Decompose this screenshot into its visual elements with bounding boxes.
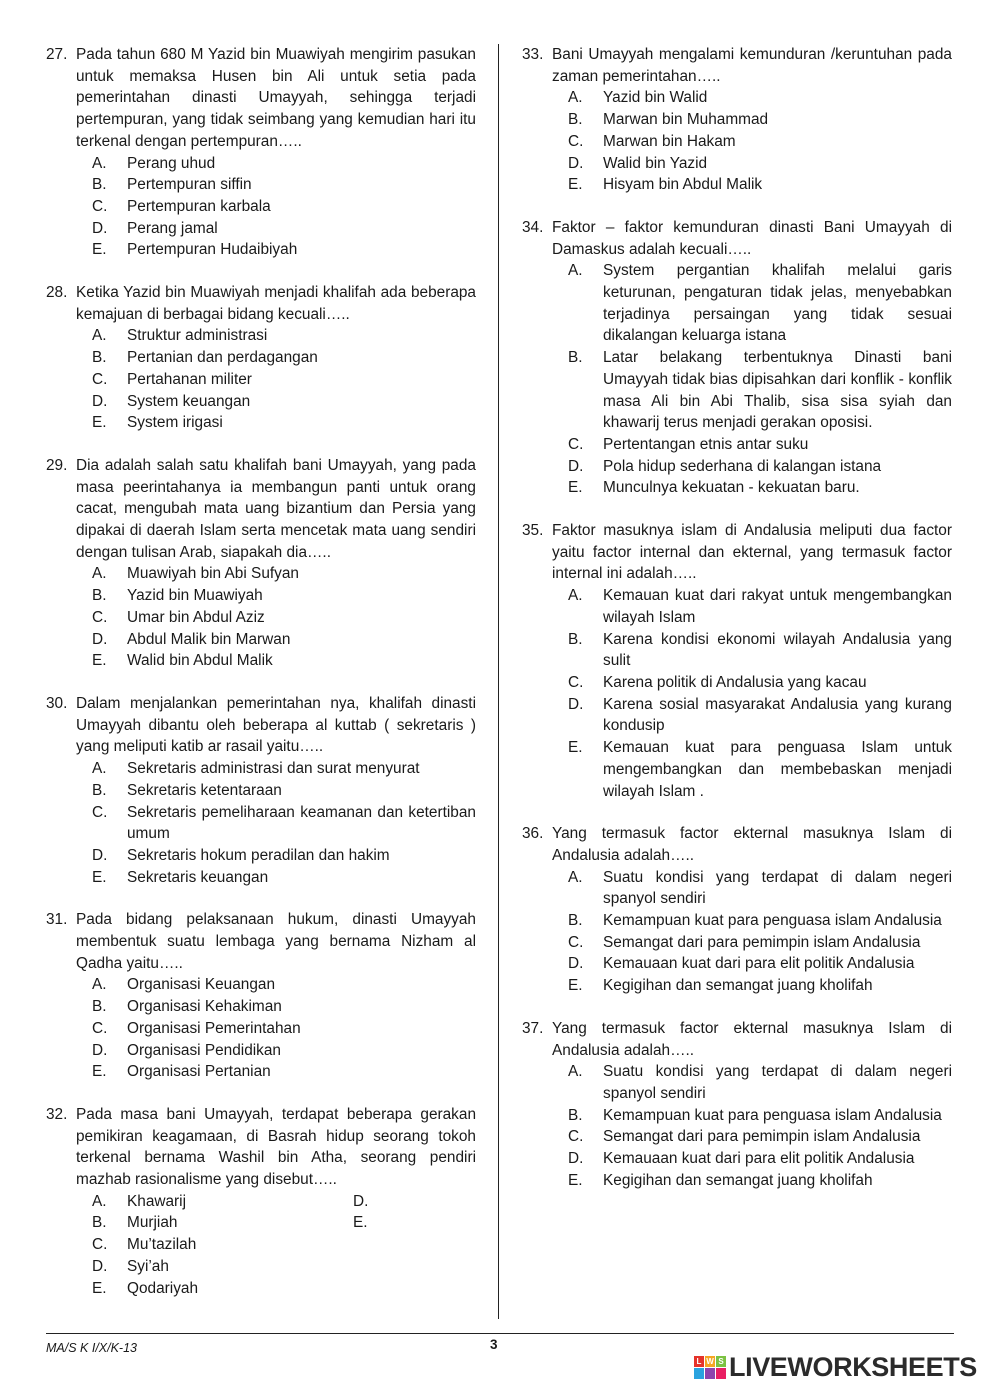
option-text: Qodariyah <box>127 1279 199 1297</box>
question-stem <box>522 44 952 87</box>
answer-option-e[interactable] <box>46 1278 476 1300</box>
option-text: Kegigihan dan semangat juang kholifah <box>603 977 873 995</box>
question-stem <box>46 909 476 974</box>
answer-option-d[interactable] <box>522 456 952 478</box>
question-number: 35. <box>522 522 544 540</box>
option-letter: D. <box>568 955 584 973</box>
question-number: 30. <box>46 694 68 712</box>
answer-option-b[interactable] <box>46 1212 476 1234</box>
option-letter: B. <box>92 998 107 1016</box>
option-text: Pertempuran siffin <box>127 176 252 194</box>
answer-option-a[interactable] <box>46 758 476 780</box>
option-letter: B. <box>92 781 107 799</box>
option-text: Kemampuan kuat para penguasa islam Andalusia <box>603 1106 942 1124</box>
option-text: Semangat dari para pemimpin islam Andalusia <box>603 933 921 951</box>
option-letter: B. <box>92 176 107 194</box>
option-letter: A. <box>92 760 107 778</box>
option-text: Organisasi Pendidikan <box>127 1041 281 1059</box>
logo-tile: L <box>694 1356 704 1367</box>
option-text: Walid bin Yazid <box>603 154 708 172</box>
answer-option-a[interactable] <box>522 867 952 910</box>
option-letter: E. <box>568 479 583 497</box>
option-letter: D. <box>568 457 584 475</box>
question-text: Faktor – faktor kemunduran dinasti Bani Umayyah di Damaskus adalah kecuali….. <box>552 218 952 258</box>
option-text: Khawarij <box>127 1192 187 1210</box>
question-stem <box>46 282 476 325</box>
option-letter: A. <box>92 565 107 583</box>
answer-option-c[interactable] <box>46 196 476 218</box>
question-stem <box>46 1104 476 1191</box>
answer-option-a[interactable] <box>522 1061 952 1104</box>
option-text: Mu’tazilah <box>127 1236 197 1254</box>
option-letter: A. <box>92 327 107 345</box>
answer-option-a[interactable] <box>46 1191 476 1213</box>
option-text: Abdul Malik bin Marwan <box>127 630 291 648</box>
answer-options <box>46 758 476 888</box>
option-text: System keuangan <box>127 392 251 410</box>
answer-option-e[interactable] <box>46 412 476 434</box>
answer-option-c[interactable] <box>46 802 476 845</box>
option-letter: D. <box>568 1150 584 1168</box>
option-text: Latar belakang terbentuknya Dinasti bani Umayyah tidak bias dipisahkan dari konflik - konflik masa Ali bin Abi Thalib, sisa sisa syiah dan khawarij terus menjadi gerakan oposisi. <box>603 349 952 432</box>
answer-option-a[interactable] <box>522 260 952 347</box>
option-text: Perang uhud <box>127 154 216 172</box>
brand-text: LIVEWORKSHEETS <box>729 1352 977 1382</box>
question-number: 27. <box>46 46 68 63</box>
question-stem <box>46 44 476 153</box>
option-letter: E. <box>92 652 107 670</box>
option-text: Yazid bin Muawiyah <box>127 587 263 605</box>
option-text: Organisasi Kehakiman <box>127 998 282 1016</box>
option-text: Yazid bin Walid <box>603 89 708 107</box>
answer-option-c[interactable] <box>522 672 952 694</box>
question-31 <box>46 909 476 1083</box>
answer-option-d[interactable] <box>46 1256 476 1278</box>
option-letter: E. <box>92 414 107 432</box>
option-letter: E. <box>92 1063 107 1081</box>
answer-option-b[interactable] <box>46 347 476 369</box>
option-text: Pertahanan militer <box>127 370 252 388</box>
logo-tile <box>705 1368 715 1379</box>
answer-option-e[interactable] <box>46 650 476 672</box>
question-stem <box>46 693 476 758</box>
option-text: Murjiah <box>127 1214 178 1232</box>
option-text: Pertanian dan perdagangan <box>127 349 318 367</box>
option-text: Pola hidup sederhana di kalangan istana <box>603 457 882 475</box>
question-number: 33. <box>522 46 544 63</box>
option-letter: A. <box>92 154 107 172</box>
answer-option-d[interactable] <box>522 953 952 975</box>
question-text: Dia adalah salah satu khalifah bani Umayyah, yang pada masa peerintahanya ia membangun panti untuk orang cacat, mengubah mata uang bizantium dan Persia yang dipakai di daerah Islam serta mencetak mata uang sendiri dengan tulisan Arab, siapakah dia….. <box>76 456 476 561</box>
option-letter: C. <box>92 1019 108 1037</box>
option-text: Organisasi Pemerintahan <box>127 1019 301 1037</box>
answer-option-e[interactable] <box>522 1170 952 1192</box>
question-stem <box>522 520 952 585</box>
option-letter: C. <box>92 803 108 821</box>
option-text: Sekretaris pemeliharaan keamanan dan ketertiban umum <box>127 803 476 843</box>
option-letter: C. <box>92 197 108 215</box>
logo-tile <box>694 1368 704 1379</box>
footer-code: MA/S K I/X/K-13 <box>46 1341 138 1355</box>
answer-option-a[interactable] <box>46 974 476 996</box>
option-text: Organisasi Pertanian <box>127 1063 271 1081</box>
option-letter: C. <box>568 435 584 453</box>
option-text: Sekretaris hokum peradilan dan hakim <box>127 846 390 864</box>
option-text: Suatu kondisi yang terdapat di dalam negeri spanyol sendiri <box>603 868 952 908</box>
option-text: Karena kondisi ekonomi wilayah Andalusia yang sulit <box>603 630 952 670</box>
question-37 <box>522 1018 952 1192</box>
option-text: Struktur administrasi <box>127 327 268 345</box>
question-number: 31. <box>46 911 68 929</box>
answer-option-e[interactable] <box>522 174 952 196</box>
option-text: Sekretaris keuangan <box>127 868 269 886</box>
option-letter: C. <box>568 132 584 150</box>
question-29 <box>46 455 476 672</box>
question-28 <box>46 282 476 434</box>
option-letter: E. <box>92 241 107 259</box>
question-30 <box>46 693 476 888</box>
question-text: Pada tahun 680 M Yazid bin Muawiyah mengirim pasukan untuk memaksa Husen bin Ali untuk setia pada pemerintahan dinasti Umayyah, sehingga terjadi pertempuran, yang tidak seimbang yang kemudian hari itu terkenal dengan pertempuran….. <box>76 46 476 150</box>
option-text: Walid bin Abdul Malik <box>127 652 273 670</box>
option-text: Karena politik di Andalusia yang kacau <box>603 673 867 691</box>
option-letter: A. <box>568 587 583 605</box>
answer-option-c[interactable] <box>46 1234 476 1256</box>
option-letter: C. <box>568 933 584 951</box>
answer-option-e[interactable] <box>522 737 952 802</box>
question-stem <box>46 455 476 564</box>
answer-option-c[interactable] <box>522 1126 952 1148</box>
option-letter: B. <box>92 587 107 605</box>
question-text: Pada masa bani Umayyah, terdapat beberapa gerakan pemikiran keagamaan, di Basrah hidup seorang tokoh terkenal bernama Washil bin Atha, seorang pendiri mazhab rasionalisme yang disebut….. <box>76 1105 476 1189</box>
answer-option-b[interactable] <box>522 910 952 932</box>
option-text: Sekretaris ketentaraan <box>127 781 282 799</box>
question-text: Dalam menjalankan pemerintahan nya, khalifah dinasti Umayyah dibantu oleh beberapa al kuttab ( sekretaris ) yang meliputi katib ar rasail yaitu….. <box>76 694 476 756</box>
answer-option-d[interactable] <box>46 218 476 240</box>
option-letter: A. <box>92 1192 107 1210</box>
question-36 <box>522 823 952 997</box>
answer-options <box>522 585 952 802</box>
option-text: Muawiyah bin Abi Sufyan <box>127 565 299 583</box>
answer-option-b[interactable] <box>46 585 476 607</box>
option-letter: A. <box>568 89 583 107</box>
option-letter: D. <box>92 630 108 648</box>
question-number: 37. <box>522 1019 544 1037</box>
answer-option-c[interactable] <box>46 1018 476 1040</box>
option-letter: A. <box>568 868 583 886</box>
question-35 <box>522 520 952 802</box>
option-text: Pertempuran Hudaibiyah <box>127 241 298 259</box>
option-letter: E. <box>92 868 107 886</box>
option-text: Suatu kondisi yang terdapat di dalam negeri spanyol sendiri <box>603 1063 952 1102</box>
option-text: Marwan bin Muhammad <box>603 111 769 129</box>
option-row <box>127 1191 368 1213</box>
logo-tile: S <box>716 1356 726 1367</box>
answer-options <box>46 1191 476 1300</box>
answer-options <box>46 325 476 434</box>
option-text: Kemauaan kuat dari para elit politik Andalusia <box>603 955 915 973</box>
answer-option-d[interactable] <box>46 845 476 867</box>
answer-option-e[interactable] <box>46 239 476 261</box>
option-text: Syi’ah <box>127 1257 169 1275</box>
option-letter: B. <box>568 1106 583 1124</box>
footer-rule <box>46 1333 954 1334</box>
answer-option-b[interactable] <box>522 629 952 672</box>
answer-option-a[interactable] <box>46 325 476 347</box>
option-text: Pertentangan etnis antar suku <box>603 435 809 453</box>
question-number: 29. <box>46 456 68 474</box>
option-text: Kemauan kuat para penguasa Islam untuk mengembangkan dan membebaskan menjadi wilayah Islam . <box>603 739 952 800</box>
answer-option-c[interactable] <box>46 607 476 629</box>
option-letter: C. <box>568 1128 584 1146</box>
option-text: Perang jamal <box>127 219 218 237</box>
answer-option-b[interactable] <box>522 109 952 131</box>
answer-option-c[interactable] <box>522 434 952 456</box>
option-letter: D. <box>568 695 584 713</box>
option-letter: B. <box>92 1214 107 1232</box>
answer-option-d[interactable] <box>522 153 952 175</box>
question-text: Bani Umayyah mengalami kemunduran /keruntuhan pada zaman pemerintahan….. <box>552 46 952 85</box>
answer-option-d[interactable] <box>46 1040 476 1062</box>
option-text: Kemampuan kuat para penguasa islam Andalusia <box>603 912 942 930</box>
logo-tile: W <box>706 1357 714 1366</box>
question-number: 28. <box>46 284 68 302</box>
option-letter: E. <box>568 1171 583 1189</box>
answer-option-c[interactable] <box>522 131 952 153</box>
option-text: Kemauan kuat dari rakyat untuk mengembangkan wilayah Islam <box>603 587 952 626</box>
option-letter: B. <box>568 912 583 930</box>
option-text: Hisyam bin Abdul Malik <box>603 176 763 194</box>
option-letter: E. <box>568 977 583 995</box>
option-text: Pertempuran karbala <box>127 197 271 215</box>
option-letter: D. <box>92 846 108 864</box>
question-number: 36. <box>522 825 544 843</box>
stray-option-letter: D. <box>353 1192 369 1210</box>
answer-option-a[interactable] <box>46 153 476 175</box>
answer-option-c[interactable] <box>522 932 952 954</box>
option-letter: D. <box>568 154 584 172</box>
option-text: Kemauaan kuat dari para elit politik Andalusia <box>603 1150 915 1168</box>
answer-option-a[interactable] <box>522 87 952 109</box>
option-letter: A. <box>568 1063 583 1081</box>
answer-options <box>522 1061 952 1191</box>
option-row <box>127 1212 368 1234</box>
question-text: Ketika Yazid bin Muawiyah menjadi khalifah ada beberapa kemajuan di berbagai bidang kecuali….. <box>76 284 476 323</box>
question-32 <box>46 1104 476 1299</box>
question-stem <box>522 1018 952 1061</box>
question-text: Yang termasuk factor ekternal masuknya Islam di Andalusia adalah….. <box>552 1019 952 1059</box>
answer-options <box>522 867 952 997</box>
option-letter: C. <box>568 673 584 691</box>
question-text: Faktor masuknya islam di Andalusia meliputi dua factor yaitu factor internal dan ekternal, yang termasuk factor internal ini adalah….. <box>552 522 952 583</box>
option-text: Kegigihan dan semangat juang kholifah <box>603 1171 873 1189</box>
question-34 <box>522 217 952 499</box>
liveworksheets-brand[interactable] <box>694 1352 977 1383</box>
answer-option-d[interactable] <box>46 391 476 413</box>
answer-option-d[interactable] <box>522 1148 952 1170</box>
option-letter: D. <box>92 1041 108 1059</box>
question-text: Pada bidang pelaksanaan hukum, dinasti Umayyah membentuk suatu lembaga yang bernama Nizham al Qadha yaitu….. <box>76 911 476 972</box>
option-text: Sekretaris administrasi dan surat menyurat <box>127 760 420 778</box>
answer-option-d[interactable] <box>46 629 476 651</box>
question-number: 34. <box>522 218 544 236</box>
answer-option-e[interactable] <box>522 975 952 997</box>
right-column <box>522 44 952 1212</box>
option-text: Karena sosial masyarakat Andalusia yang kurang kondusip <box>603 695 952 735</box>
answer-option-b[interactable] <box>522 347 952 434</box>
stray-option-letter: E. <box>353 1214 368 1232</box>
answer-option-e[interactable] <box>46 867 476 889</box>
answer-option-e[interactable] <box>46 1061 476 1083</box>
option-letter: C. <box>92 1236 108 1254</box>
option-letter: B. <box>568 630 583 648</box>
answer-option-b[interactable] <box>522 1105 952 1127</box>
option-text: System irigasi <box>127 414 223 432</box>
liveworksheets-logo-icon <box>694 1356 726 1379</box>
option-letter: D. <box>92 392 108 410</box>
option-letter: C. <box>92 370 108 388</box>
answer-option-e[interactable] <box>522 477 952 499</box>
option-text: Munculnya kekuatan - kekuatan baru. <box>603 479 860 497</box>
answer-option-b[interactable] <box>46 780 476 802</box>
question-stem <box>522 217 952 260</box>
option-letter: E. <box>568 739 583 757</box>
page-number: 3 <box>490 1337 498 1352</box>
question-27 <box>46 44 476 261</box>
answer-options <box>46 974 476 1083</box>
logo-tile <box>716 1368 726 1379</box>
question-number: 32. <box>46 1105 68 1123</box>
answer-option-a[interactable] <box>46 563 476 585</box>
option-letter: D. <box>92 219 108 237</box>
option-letter: A. <box>568 262 583 280</box>
option-letter: E. <box>92 1279 107 1297</box>
answer-options <box>46 563 476 672</box>
option-letter: B. <box>92 349 107 367</box>
option-letter: C. <box>92 608 108 626</box>
option-text: Marwan bin Hakam <box>603 132 736 150</box>
left-column <box>46 44 476 1320</box>
question-33 <box>522 44 952 196</box>
option-letter: D. <box>92 1257 108 1275</box>
answer-option-c[interactable] <box>46 369 476 391</box>
answer-option-b[interactable] <box>46 174 476 196</box>
option-letter: B. <box>568 111 583 129</box>
answer-options <box>522 260 952 499</box>
column-divider <box>498 44 499 1319</box>
option-text: System pergantian khalifah melalui garis keturunan, pengaturan tidak jelas, menyebabkan terjadinya persaingan yang tidak sesuai dikalangan keluarga istana <box>603 262 952 345</box>
answer-options <box>522 87 952 196</box>
option-text: Organisasi Keuangan <box>127 976 276 994</box>
answer-option-d[interactable] <box>522 694 952 737</box>
option-letter: E. <box>568 176 583 194</box>
answer-options <box>46 153 476 262</box>
option-letter: B. <box>568 349 583 367</box>
option-text: Semangat dari para pemimpin islam Andalusia <box>603 1128 921 1146</box>
answer-option-b[interactable] <box>46 996 476 1018</box>
question-stem <box>522 823 952 866</box>
question-text: Yang termasuk factor ekternal masuknya Islam di Andalusia adalah….. <box>552 825 952 864</box>
option-letter: A. <box>92 976 107 994</box>
answer-option-a[interactable] <box>522 585 952 628</box>
option-text: Umar bin Abdul Aziz <box>127 608 265 626</box>
